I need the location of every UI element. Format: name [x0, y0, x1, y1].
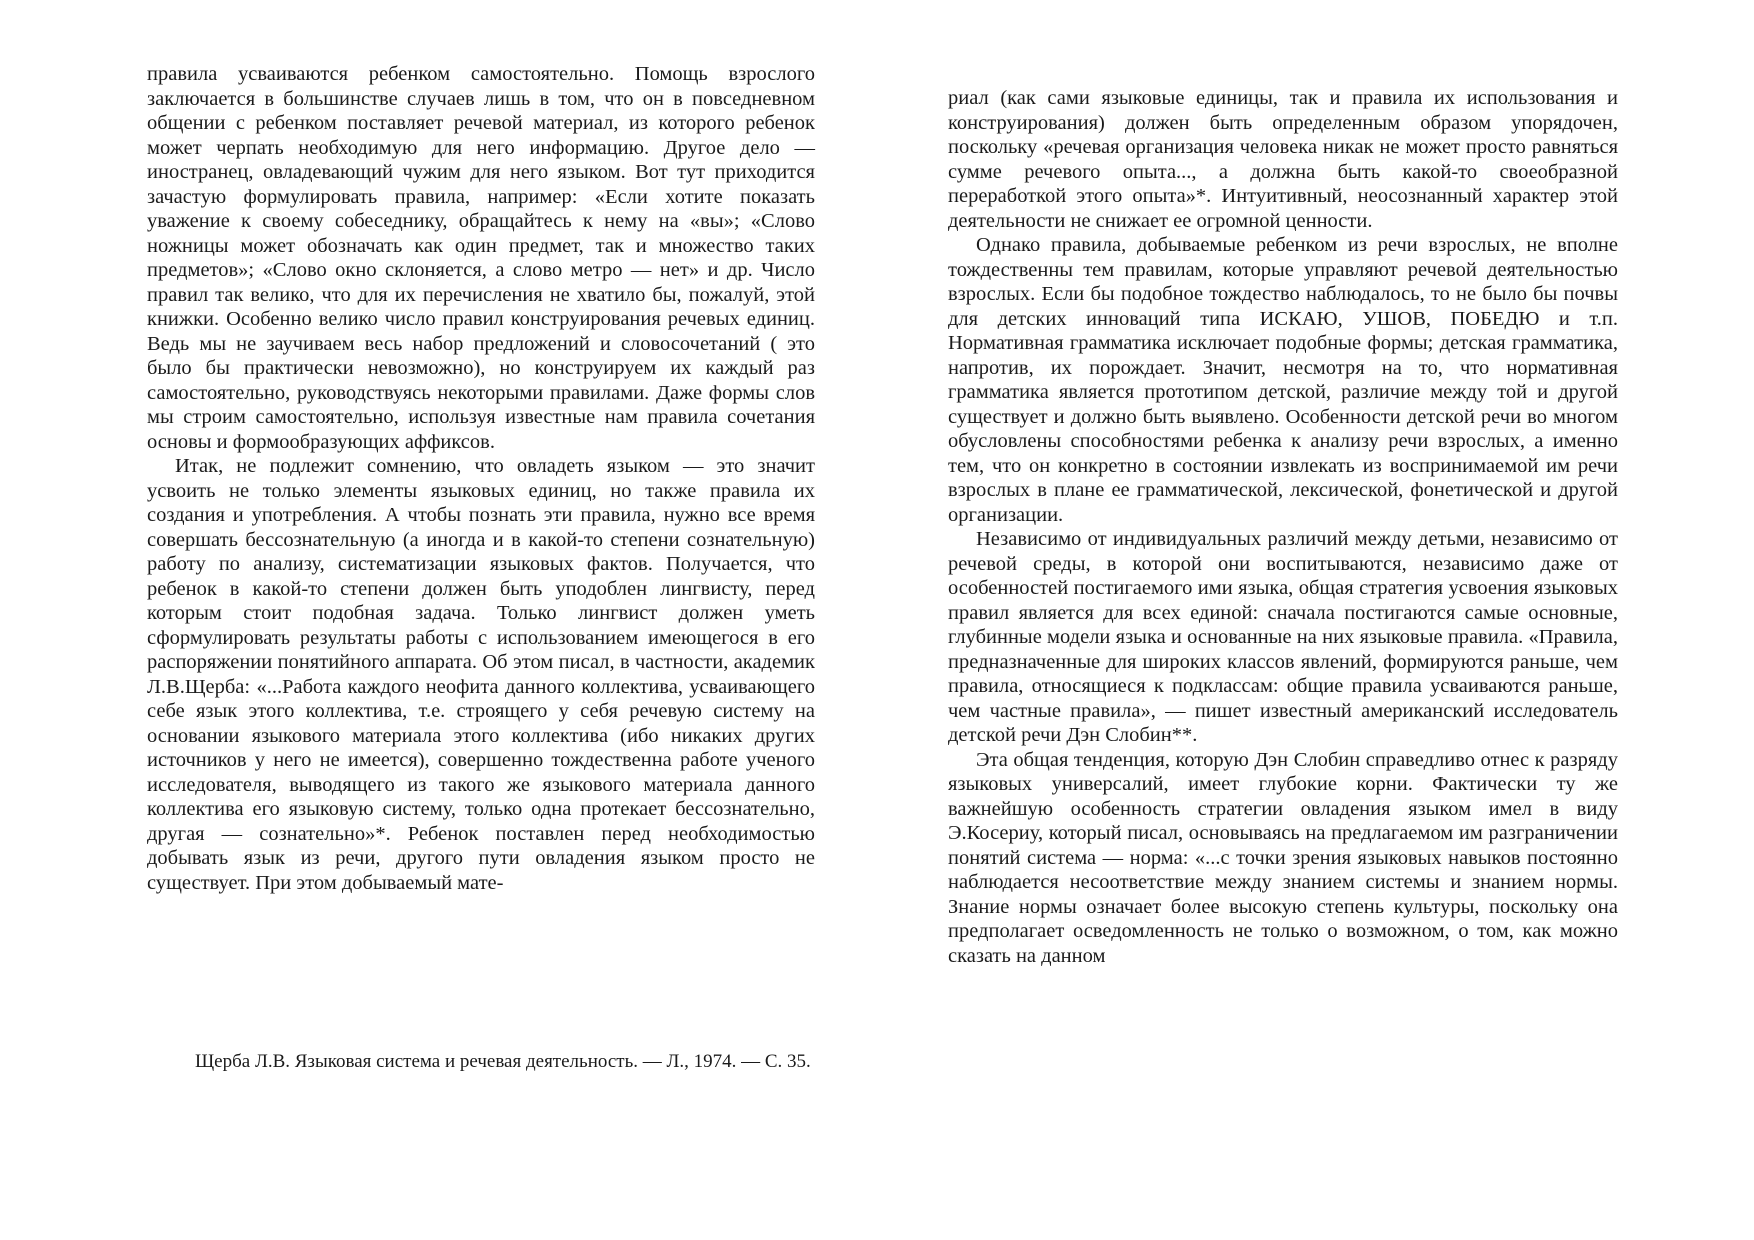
left-paragraph-2: Итак, не подлежит сомнению, что овладеть языком — это значит усвоить не только элементы языковых единиц, но также правила их создания и употребления. А чтобы познать эти правила, нужно все время совершать бессознательную (а иногда и в какой-то степени сознательную) работу по анализу, систематизации языковых фактов. Получается, что ребенок в какой-то степени должен быть уподоблен лингвисту, перед которым стоит подобная задача. Только лингвист должен уметь сформулировать результаты работы с использованием имеющегося в его распоряжении понятийного аппарата. Об этом писал, в частности, академик Л.В.Щерба: «...Работа каждого неофита данного коллектива, усваивающего себе язык этого коллектива, т.е. строящего у себя речевую систему на основании языкового материала этого коллектива (ибо никаких других источников у него не имеется), совершенно тождественна работе ученого исследователя, выводящего из такого же языкового материала данного коллектива его языковую систему, только одна протекает бессознательно, другая — сознательно»*. Ребенок поставлен перед необходимостью добывать язык из речи, другого пути овладения языком просто не существует. При этом добываемый мате-: [147, 455, 815, 894]
left-paragraph-1: правила усваиваются ребенком самостоятельно. Помощь взрослого заключается в большинстве случаев лишь в том, что он в повседневном общении с ребенком поставляет речевой материал, из которого ребенок может черпать необходимую для него информацию. Другое дело — иностранец, овладевающий чужим для него языком. Вот тут приходится зачастую формулировать правила, например: «Если хотите показать уважение к своему собеседнику, обращайтесь к нему на «вы»; «Слово ножницы может обозначать как один предмет, так и множество таких предметов»; «Слово окно склоняется, а слово метро — нет» и др. Число правил так велико, что для их перечисления не хватило бы, пожалуй, этой книжки. Особенно велико число правил конструирования речевых единиц. Ведь мы не заучиваем весь набор предложений и словосочетаний ( это было бы практически невозможно), но конструируем их каждый раз самостоятельно, руководствуясь некоторыми правилами. Даже формы слов мы строим самостоятельно, используя известные нам правила сочетания основы и формообразующих аффиксов.: [147, 63, 815, 453]
right-paragraph-3: Независимо от индивидуальных различий между детьми, независимо от речевой среды, в которой они воспитываются, независимо даже от особенностей постигаемого ими языка, общая стратегия усвоения языковых правил является для всех единой: сначала постигаются самые основные, глубинные модели языка и основанные на них языковые правила. «Правила, предназначенные для широких классов явлений, формируются раньше, чем правила, относящиеся к подклассам: общие правила усваиваются раньше, чем частные правила», — пишет известный американский исследователь детской речи Дэн Слобин**.: [948, 528, 1618, 746]
right-page: [948, 86, 1618, 968]
right-paragraph-1: риал (как сами языковые единицы, так и правила их использования и конструирования) должен быть определенным образом упорядочен, поскольку «речевая организация человека никак не может просто равняться сумме речевого опыта..., а должна быть какой-то своеобразной переработкой этого опыта»*. Интуитивный, неосознанный характер этой деятельности не снижает ее огромной ценности.: [948, 87, 1618, 232]
right-paragraph-2: Однако правила, добываемые ребенком из речи взрослых, не вполне тождественны тем правилам, которые управляют речевой деятельностью взрослых. Если бы подобное тождество наблюдалось, то не было бы почвы для детских инноваций типа ИСКАЮ, УШОВ, ПОБЕДЮ и т.п. Нормативная грамматика исключает подобные формы; детская грамматика, напротив, их порождает. Значит, несмотря на то, что нормативная грамматика является прототипом детской, различие между той и другой существует и должно быть выявлено. Особенности детской речи во многом обусловлены способностями ребенка к анализу речи взрослых, а именно тем, что он конкретно в состоянии извлекать из воспринимаемой им речи взрослых в плане ее грамматической, лексической, фонетической и другой организации.: [948, 234, 1618, 526]
footnote: Щерба Л.В. Языковая система и речевая деятельность. — Л., 1974. — С. 35.: [195, 1051, 811, 1072]
left-page: [147, 62, 815, 895]
right-paragraph-4: Эта общая тенденция, которую Дэн Слобин справедливо отнес к разряду языковых универсалий, имеет глубокие корни. Фактически ту же важнейшую особенность стратегии овладения языком имел в виду Э.Косериу, который писал, основываясь на предлагаемом им разграничении понятий система — норма: «...с точки зрения языковых навыков постоянно наблюдается несоответствие между знанием системы и знанием нормы. Знание нормы означает более высокую степень культуры, поскольку она предполагает осведомленность не только о возможном, о том, как можно сказать на данном: [948, 748, 1618, 967]
